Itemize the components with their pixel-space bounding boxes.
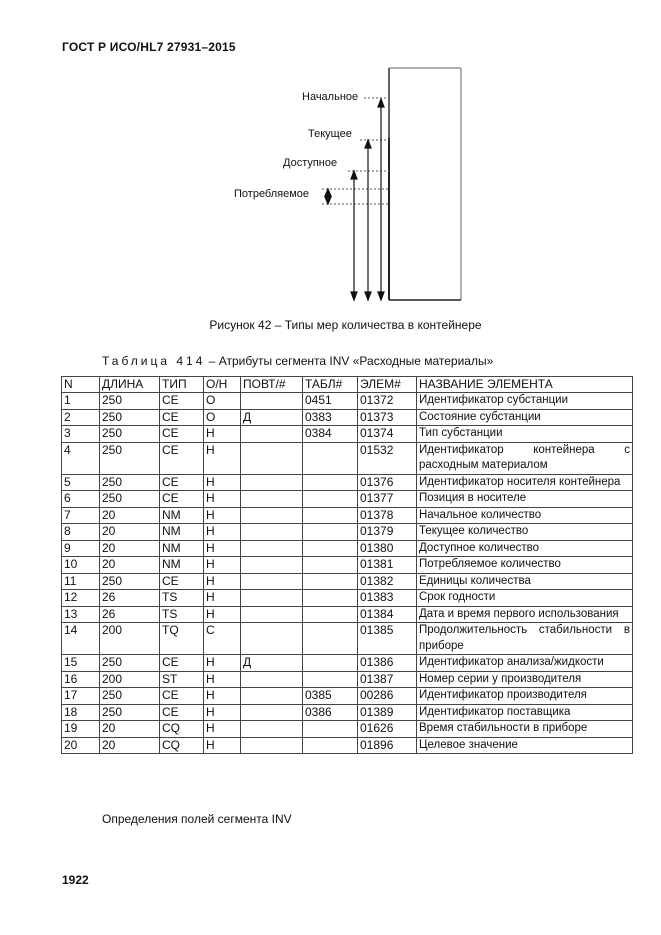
cell-element-name: Доступное количество <box>417 540 633 557</box>
cell-element: 01382 <box>358 573 417 590</box>
cell-length: 250 <box>100 704 160 721</box>
cell-n: 19 <box>62 721 100 738</box>
table-header-row <box>62 377 633 393</box>
cell-n: 18 <box>62 704 100 721</box>
cell-table <box>303 540 358 557</box>
cell-optionality: Н <box>204 721 241 738</box>
cell-element: 01378 <box>358 507 417 524</box>
cell-table: 0451 <box>303 393 358 410</box>
label-initial: Начальное <box>302 91 359 103</box>
header-element-name: НАЗВАНИЕ ЭЛЕМЕНТА <box>417 377 633 393</box>
cell-repeat <box>241 507 303 524</box>
table-row <box>62 573 633 590</box>
cell-type: CE <box>160 704 204 721</box>
cell-length: 20 <box>100 507 160 524</box>
cell-length: 250 <box>100 393 160 410</box>
table-row <box>62 671 633 688</box>
cell-repeat <box>241 524 303 541</box>
cell-element: 01374 <box>358 426 417 443</box>
cell-optionality: Н <box>204 491 241 508</box>
cell-table <box>303 442 358 474</box>
cell-table <box>303 721 358 738</box>
cell-element-name: Единицы количества <box>417 573 633 590</box>
cell-n: 8 <box>62 524 100 541</box>
cell-type: NM <box>160 540 204 557</box>
table-row <box>62 606 633 623</box>
cell-optionality: Н <box>204 606 241 623</box>
cell-table <box>303 507 358 524</box>
cell-optionality: С <box>204 623 241 655</box>
cell-n: 14 <box>62 623 100 655</box>
cell-element: 01896 <box>358 737 417 754</box>
cell-type: NM <box>160 507 204 524</box>
cell-optionality: Н <box>204 474 241 491</box>
header-table: ТАБЛ# <box>303 377 358 393</box>
cell-n: 6 <box>62 491 100 508</box>
cell-type: CE <box>160 442 204 474</box>
segment-definitions-heading: Определения полей сегмента INV <box>102 812 292 826</box>
cell-repeat <box>241 557 303 574</box>
table-row <box>62 426 633 443</box>
header-n: N <box>62 377 100 393</box>
label-available: Доступное <box>283 157 338 169</box>
cell-type: CE <box>160 491 204 508</box>
cell-element: 01373 <box>358 409 417 426</box>
cell-n: 5 <box>62 474 100 491</box>
cell-element: 01380 <box>358 540 417 557</box>
cell-table <box>303 491 358 508</box>
cell-table: 0383 <box>303 409 358 426</box>
cell-length: 26 <box>100 606 160 623</box>
cell-repeat <box>241 623 303 655</box>
cell-length: 250 <box>100 573 160 590</box>
table-row <box>62 590 633 607</box>
cell-element-name: Идентификатор субстанции <box>417 393 633 410</box>
cell-element: 01389 <box>358 704 417 721</box>
cell-element-name: Продолжительность стабильности в приборе <box>417 623 633 655</box>
cell-length: 200 <box>100 671 160 688</box>
cell-n: 9 <box>62 540 100 557</box>
table-row <box>62 704 633 721</box>
cell-element-name: Тип субстанции <box>417 426 633 443</box>
cell-element: 01376 <box>358 474 417 491</box>
cell-element-name: Дата и время первого использования <box>417 606 633 623</box>
cell-element-name: Состояние субстанции <box>417 409 633 426</box>
cell-n: 2 <box>62 409 100 426</box>
table-row <box>62 442 633 474</box>
cell-n: 10 <box>62 557 100 574</box>
table-body <box>62 393 633 754</box>
cell-length: 20 <box>100 737 160 754</box>
cell-optionality: О <box>204 393 241 410</box>
cell-optionality: Н <box>204 590 241 607</box>
table-title <box>102 354 493 368</box>
header-element: ЭЛЕМ# <box>358 377 417 393</box>
cell-n: 4 <box>62 442 100 474</box>
table-row <box>62 491 633 508</box>
label-current: Текущее <box>308 128 352 140</box>
quantity-figure <box>0 0 661 320</box>
cell-n: 20 <box>62 737 100 754</box>
cell-element: 01377 <box>358 491 417 508</box>
cell-repeat: Д <box>241 409 303 426</box>
cell-type: ST <box>160 671 204 688</box>
cell-optionality: Н <box>204 704 241 721</box>
cell-repeat <box>241 426 303 443</box>
cell-element: 01386 <box>358 655 417 672</box>
cell-element-name: Идентификатор контейнера с расходным материалом <box>417 442 633 474</box>
cell-n: 16 <box>62 671 100 688</box>
caption-number: Рисунок 42 – <box>209 318 282 332</box>
inv-attributes-table <box>61 376 633 754</box>
cell-element-name: Идентификатор анализа/жидкости <box>417 655 633 672</box>
cell-type: CE <box>160 474 204 491</box>
cell-table <box>303 606 358 623</box>
cell-repeat <box>241 721 303 738</box>
cell-element: 01383 <box>358 590 417 607</box>
cell-optionality: Н <box>204 671 241 688</box>
cell-table <box>303 623 358 655</box>
cell-optionality: Н <box>204 442 241 474</box>
cell-type: CQ <box>160 737 204 754</box>
cell-type: NM <box>160 557 204 574</box>
cell-type: CQ <box>160 721 204 738</box>
table-row <box>62 507 633 524</box>
cell-optionality: Н <box>204 524 241 541</box>
cell-repeat <box>241 393 303 410</box>
cell-length: 20 <box>100 557 160 574</box>
cell-repeat: Д <box>241 655 303 672</box>
cell-n: 3 <box>62 426 100 443</box>
cell-element: 01384 <box>358 606 417 623</box>
cell-type: CE <box>160 393 204 410</box>
cell-n: 13 <box>62 606 100 623</box>
cell-optionality: Н <box>204 737 241 754</box>
cell-n: 15 <box>62 655 100 672</box>
table-row <box>62 393 633 410</box>
cell-element-name: Идентификатор носителя контейнера <box>417 474 633 491</box>
cell-repeat <box>241 590 303 607</box>
cell-table <box>303 737 358 754</box>
cell-optionality: Н <box>204 573 241 590</box>
cell-element: 01626 <box>358 721 417 738</box>
header-repeat: ПОВТ/# <box>241 377 303 393</box>
cell-repeat <box>241 737 303 754</box>
table-row <box>62 524 633 541</box>
cell-repeat <box>241 540 303 557</box>
header-type: ТИП <box>160 377 204 393</box>
cell-element-name: Потребляемое количество <box>417 557 633 574</box>
cell-element-name: Текущее количество <box>417 524 633 541</box>
table-row <box>62 409 633 426</box>
cell-repeat <box>241 704 303 721</box>
cell-type: CE <box>160 426 204 443</box>
cell-repeat <box>241 606 303 623</box>
header-optionality: О/Н <box>204 377 241 393</box>
cell-repeat <box>241 474 303 491</box>
cell-element-name: Идентификатор поставщика <box>417 704 633 721</box>
cell-length: 250 <box>100 655 160 672</box>
cell-element: 01387 <box>358 671 417 688</box>
cell-repeat <box>241 491 303 508</box>
cell-table: 0385 <box>303 688 358 705</box>
cell-table <box>303 474 358 491</box>
cell-table: 0386 <box>303 704 358 721</box>
cell-type: CE <box>160 573 204 590</box>
cell-length: 250 <box>100 688 160 705</box>
cell-type: CE <box>160 655 204 672</box>
cell-repeat <box>241 671 303 688</box>
cell-n: 12 <box>62 590 100 607</box>
cell-element: 01385 <box>358 623 417 655</box>
table-row <box>62 737 633 754</box>
cell-type: NM <box>160 524 204 541</box>
cell-element-name: Начальное количество <box>417 507 633 524</box>
cell-optionality: Н <box>204 540 241 557</box>
cell-length: 250 <box>100 409 160 426</box>
cell-element: 01532 <box>358 442 417 474</box>
cell-table <box>303 655 358 672</box>
figure-caption <box>0 318 661 332</box>
cell-optionality: Н <box>204 507 241 524</box>
cell-table <box>303 671 358 688</box>
cell-length: 26 <box>100 590 160 607</box>
table-row <box>62 721 633 738</box>
cell-element: 01379 <box>358 524 417 541</box>
cell-element-name: Время стабильности в приборе <box>417 721 633 738</box>
cell-table <box>303 573 358 590</box>
cell-element: 01381 <box>358 557 417 574</box>
cell-length: 250 <box>100 474 160 491</box>
cell-table <box>303 590 358 607</box>
cell-n: 17 <box>62 688 100 705</box>
cell-element-name: Целевое значение <box>417 737 633 754</box>
cell-table <box>303 524 358 541</box>
cell-length: 20 <box>100 721 160 738</box>
cell-type: TS <box>160 606 204 623</box>
cell-type: CE <box>160 688 204 705</box>
table-title-prefix: Таблица 414 <box>102 354 206 368</box>
table-row <box>62 688 633 705</box>
header-length: ДЛИНА <box>100 377 160 393</box>
cell-element-name: Номер серии у производителя <box>417 671 633 688</box>
cell-element-name: Позиция в носителе <box>417 491 633 508</box>
cell-n: 1 <box>62 393 100 410</box>
cell-element: 01372 <box>358 393 417 410</box>
cell-length: 20 <box>100 524 160 541</box>
cell-element-name: Идентификатор производителя <box>417 688 633 705</box>
cell-repeat <box>241 573 303 590</box>
cell-type: TQ <box>160 623 204 655</box>
cell-n: 11 <box>62 573 100 590</box>
cell-repeat <box>241 688 303 705</box>
page-number: 1922 <box>62 873 89 887</box>
cell-length: 250 <box>100 426 160 443</box>
label-consumed: Потребляемое <box>234 188 310 200</box>
cell-optionality: Н <box>204 655 241 672</box>
table-row <box>62 540 633 557</box>
cell-length: 250 <box>100 491 160 508</box>
cell-n: 7 <box>62 507 100 524</box>
table-row <box>62 623 633 655</box>
cell-table: 0384 <box>303 426 358 443</box>
cell-table <box>303 557 358 574</box>
cell-repeat <box>241 442 303 474</box>
cell-element-name: Срок годности <box>417 590 633 607</box>
document-header: ГОСТ Р ИСО/HL7 27931–2015 <box>62 40 236 54</box>
cell-element: 00286 <box>358 688 417 705</box>
cell-type: CE <box>160 409 204 426</box>
table-row <box>62 655 633 672</box>
table-title-rest: – Атрибуты сегмента INV «Расходные материалы» <box>205 354 494 368</box>
cell-length: 20 <box>100 540 160 557</box>
cell-optionality: О <box>204 409 241 426</box>
table-row <box>62 557 633 574</box>
cell-type: TS <box>160 590 204 607</box>
caption-text: Типы мер количества в контейнере <box>284 318 482 332</box>
cell-optionality: Н <box>204 426 241 443</box>
table-row <box>62 474 633 491</box>
cell-optionality: Н <box>204 688 241 705</box>
cell-length: 250 <box>100 442 160 474</box>
cell-length: 200 <box>100 623 160 655</box>
cell-optionality: Н <box>204 557 241 574</box>
